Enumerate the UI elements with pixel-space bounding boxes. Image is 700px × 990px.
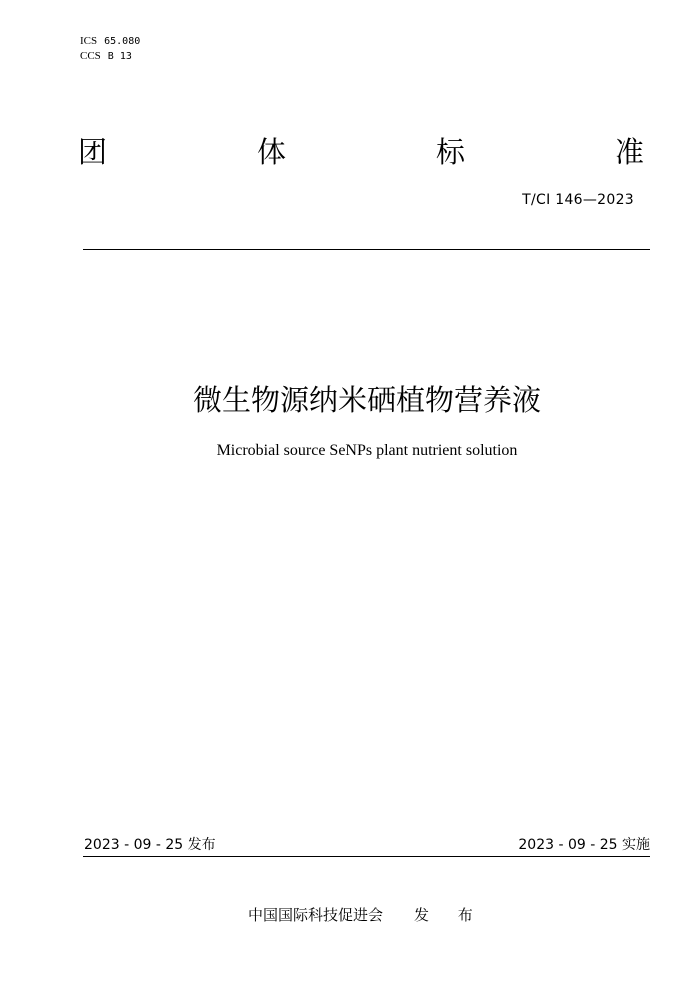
heading-char-1: 团 bbox=[78, 135, 108, 169]
ccs-value: B 13 bbox=[107, 51, 132, 62]
classification-block bbox=[80, 34, 140, 64]
bottom-divider bbox=[83, 856, 650, 857]
standard-type-heading bbox=[78, 132, 644, 172]
heading-char-4: 准 bbox=[614, 135, 644, 169]
ics-label: ICS bbox=[80, 35, 98, 47]
standard-number: T/CI 146—2023 bbox=[522, 192, 634, 208]
ccs-label: CCS bbox=[80, 50, 101, 62]
publisher-name: 中国国际科技促进会 bbox=[248, 906, 384, 924]
publisher-line bbox=[248, 905, 485, 925]
ccs-line bbox=[80, 49, 140, 64]
chinese-title: 微生物源纳米硒植物营养液 bbox=[192, 383, 541, 417]
top-divider bbox=[83, 249, 650, 250]
implementation-date: 2023 - 09 - 25 实施 bbox=[518, 837, 650, 853]
heading-char-3: 标 bbox=[435, 135, 465, 169]
ics-value: 65.080 bbox=[104, 36, 141, 47]
publish-action: 发 布 bbox=[414, 906, 485, 924]
issue-date: 2023 - 09 - 25 发布 bbox=[84, 837, 216, 853]
english-title: Microbial source SeNPs plant nutrient solution bbox=[216, 442, 518, 459]
ics-line bbox=[80, 34, 140, 49]
heading-char-2: 体 bbox=[256, 135, 286, 169]
